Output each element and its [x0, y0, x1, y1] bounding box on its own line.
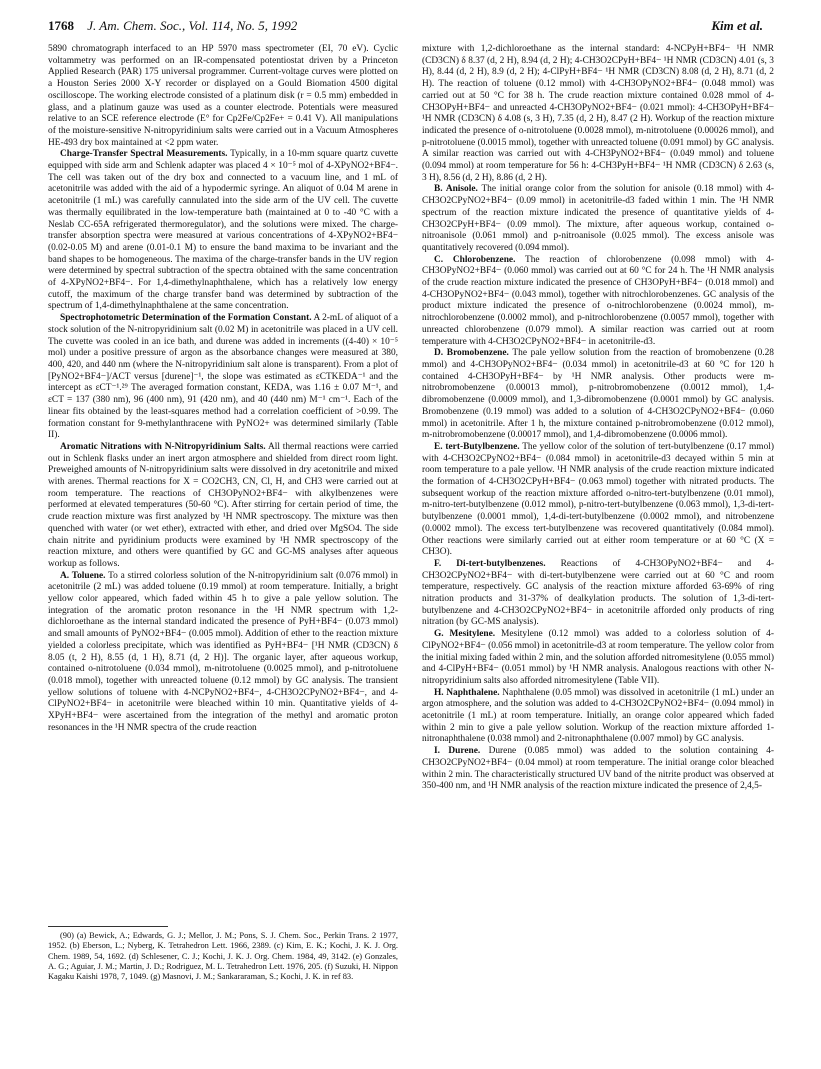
paragraph-text: The pale yellow solution from the reaction of bromobenzene (0.28 mmol) and 4-CH3OPyNO2+BF4− (0.034 mmol) in acetonitrile-d3 at 60 °C for 120 h contained 4-CH3OPyH+BF4− by ¹H NMR analysis. Other products were m-nitrobromobenzene (0.00013 mmol), p-nitrobromobenzene (0.0012 mmol), 1,4-dibromobenzene (0.0009 mmol), and 1,3-dibromobenzene (0.0001 mmol) by GC analysis. Bromobenzene (0.19 mmol) was added to a solution of 4-CH3O2CPyNO2+BF4− (0.060 mmol) in acetonitrile. After 1 h, the mixture contained p-nitrobromobenzene (0.012 mmol), m-nitrobromobenzene (0.00017 mmol), and 1,4-dibromobenzene (0.0006 mmol). — [422, 348, 774, 441]
right-column — [422, 44, 774, 793]
paragraph — [48, 442, 398, 571]
paragraph-text: All thermal reactions were carried out in Schlenk flasks under an inert argon atmosphere and shielded from direct room light. Preweighed amounts of N-nitropyridinium salts were dissolved in dry acetonitrile and mixed with arenes. Thermal reactions for X = CO2CH3, CN, Cl, H, and CH3 were carried out at room temperature. The reactions of CH3OPyNO2+BF4− with alkylbenzenes were performed at elevated temperatures (50-60 °C). After stirring for certain period of time, the crude reaction mixture was first analyzed by ¹H NMR spectroscopy. The mixture was then quenched with water (or wet ether), extracted with ether, and dried over MgSO4. The side chain nitrite and pyridinium products were examined by ¹H NMR spectroscopy of the reaction mixture, and others were quantified by GC and GC-MS analyses after aqueous workup as follows. — [48, 441, 399, 569]
paragraph-text: mixture with 1,2-dichloroethane as the internal standard: 4-NCPyH+BF4− ¹H NMR (CD3CN) δ 8.37 (d, 2 H), 8.94 (d, 2 H); 4-CH3O2CPyH+BF4− ¹H NMR (CD3CN) 4.01 (s, 3 H), 8.44 (d, 2 H), 8.9 (d, 2 H); 4-ClPyH+BF4− ¹H NMR (CD3CN) 8.08 (d, 2 H), 8.71 (d, 2 H). The reaction of toluene (0.12 mmol) with 4-CH3OPyNO2+BF4− (0.048 mmol) was carried out at 50 °C for 38 h. The crude reaction mixture contained 0.028 mmol of 4-CH3OPyH+BF4− and unreacted 4-CH3OPyNO2+BF4− (0.021 mmol): 4-CH3OPyH+BF4− ¹H NMR (CD3CN) δ 4.08 (s, 3 H), 7.35 (d, 2 H), 8.47 (2 H). Workup of the reaction mixture indicated the presence of o-nitrotoluene (0.0028 mmol), m-nitrotoluene (0.00026 mmol), and p-nitrotoluene (0.0015 mmol), together with unreacted toluene (0.091 mmol) by GC analysis. A similar reaction was carried out with 4-CH3PyNO2+BF4− (0.049 mmol) and toluene (0.094 mmol) at room temperature for 56 h: 4-CH3PyH+BF4− ¹H NMR (CD3CN) δ 2.63 (s, 3 H), 8.56 (d, 2 H), 8.86 (d, 2 H). — [422, 44, 774, 183]
page-number: 1768 — [48, 18, 74, 33]
section-heading: G. Mesitylene. — [434, 629, 496, 640]
section-heading: F. Di-tert-butylbenzenes. — [434, 558, 546, 569]
paragraph — [422, 629, 774, 688]
section-heading: A. Toluene. — [60, 570, 106, 581]
footnote-block — [48, 926, 398, 982]
paragraph — [422, 559, 774, 629]
paragraph-text: Reactions of 4-CH3OPyNO2+BF4− and 4-CH3O2CPyNO2+BF4− with di-tert-butylbenzene were carried out at 60 °C and room temperature, respectively. GC analysis of the reaction mixture afforded 63-69% of ring nitration products and 31-37% of dealkylation products. The solution of 1,3-di-tert-butylbenzene and 4-CH3O2CPyNO2+BF4− in acetonitrile afforded only products of ring nitration (by GC-MS analysis). — [422, 558, 775, 628]
section-heading: H. Naphthalene. — [434, 687, 500, 698]
paragraph-text: To a stirred colorless solution of the N-nitropyridinium salt (0.076 mmol) in acetonitrile (2 mL) was added toluene (0.19 mmol) at room temperature. Initially, a bright yellow color appeared, which faded within 45 h to give a pale yellow solution. The integration of the aromatic proton resonance in the ¹H NMR spectrum with 1,2-dichloroethane as the internal standard indicated the presence of PyH+BF4− (0.073 mmol) and small amounts of PyNO2+BF4− (0.005 mmol). Addition of ether to the reaction mixture yielded a colorless precipitate, which was identified as PyH+BF4− [¹H NMR (CD3CN) δ 8.05 (t, 2 H), 8.55 (d, 1 H), 8.71 (d, 2 H)]. The organic layer, after aqueous workup, contained o-nitrotoluene (0.034 mmol), m-nitrotoluene (0.0025 mmol), and p-nitrotoluene (0.018 mmol), together with unreacted toluene (0.12 mmol) by GC analysis. The transient yellow solutions of toluene with 4-NCPyNO2+BF4−, 4-CH3O2CPyNO2+BF4−, and 4-ClPyNO2+BF4− in acetonitrile were bleached within 10 min. Quantitative yields of 4-XPyH+BF4− were ascertained from the integration of the methyl and aromatic proton resonances in the ¹H NMR spectra of the crude reaction — [48, 570, 398, 733]
section-heading: B. Anisole. — [434, 184, 478, 195]
footnote-rule — [48, 926, 168, 927]
paragraph-text: The yellow color of the solution of tert-butylbenzene (0.17 mmol) with 4-CH3O2CPyNO2+BF4− (0.084 mmol) in acetonitrile-d3 decayed within 5 min at room temperature to a pale yellow. ¹H NMR analysis of the crude reaction mixture indicated the formation of 4-CH3O2CPyH+BF4− (0.063 mmol) together with nitrated products. The subsequent workup of the reaction mixture afforded o-nitro-tert-butylbenzene (0.01 mmol), m-nitro-tert-butylbenzene (0.012 mmol), p-nitro-tert-butylbenzene (0.063 mmol), 1,3-di-tert-butylbenzene (0.0001 mmol), 1,4-di-tert-butylbenzene (0.0002 mmol), and nitrobenzene (0.0002 mmol). The excess tert-butylbenzene was recovered quantitatively (0.084 mmol). Other reactions were similarly carried out at either room temperature or at 60 °C (X = CH3O). — [422, 441, 774, 558]
paragraph — [422, 184, 774, 254]
footnote-text: (90) (a) Bewick, A.; Edwards, G. J.; Mellor, J. M.; Pons, S. J. Chem. Soc., Perkin Trans. 2 1977, 1952. (b) Eberson, L.; Nyberg, K. Tetrahedron Lett. 1966, 2389. (c) Kim, E. K.; Kochi, J. K. J. Org. Chem. 1989, 54, 1692. (d) Schlesener, C. J.; Kochi, J. K. J. Org. Chem. 1984, 49, 3142. (e) Gonzales, A. G.; Aguiar, J. M.; Martin, J. D.; Rodriguez, M. L. Tetrahedron Lett. 1976, 205. (f) Suzuki, H. Nippon Kagaku Kaishi 1978, 7, 1049. (g) Masnovi, J. M.; Sankararaman, S.; Kochi, J. K. in ref 83. — [48, 931, 398, 982]
section-heading: Charge-Transfer Spectral Measurements. — [60, 149, 228, 160]
paragraph-text: The initial orange color from the solution for anisole (0.18 mmol) with 4-CH3O2CPyNO2+BF4− (0.09 mmol) in acetonitrile-d3 faded within 1 min. The ¹H NMR spectrum of the reaction mixture indicated the presence of quantitative yields of 4-CH3O2CPyH+BF4− (0.09 mmol). The mixture, after aqueous workup, contained o-nitroanisole (0.061 mmol) and p-nitroanisole (0.025 mmol). The excess anisole was quantitatively recovered (0.094 mmol). — [422, 184, 774, 253]
paragraph — [422, 255, 774, 349]
journal-citation: J. Am. Chem. Soc., Vol. 114, No. 5, 1992 — [87, 18, 298, 33]
paragraph-text: The reaction of chlorobenzene (0.098 mmol) with 4-CH3OPyNO2+BF4− (0.060 mmol) was carried out at 60 °C for 24 h. The ¹H NMR analysis of the crude reaction mixture indicated the presence of CH3OPyH+BF4− (0.018 mmol) and 4-CH3OPyNO2+BF4− (0.043 mmol), together with nitrochlorobenzenes. GC analysis of the product mixture indicated the presence of o-nitrochlorobenzene (0.0024 mmol), m-nitrochlorobenzene (0.0002 mmol), and p-nitrochlorobenzene (0.0057 mmol), together with unreacted chlorobenzene (0.079 mmol). A similar reaction was carried out at room temperature with 4-CH3O2CPyNO2+BF4− in acetonitrile-d3. — [422, 254, 774, 347]
paragraph-text: Naphthalene (0.05 mmol) was dissolved in acetonitrile (1 mL) under an argon atmosphere, and the solution was added to 4-CH3O2CPyNO2+BF4− (0.094 mmol) in acetonitrile (1 mL) at room temperature. Initially, an orange color appeared which faded within 2 min to give a pale yellow solution. Workup of the reaction mixture afforded 1-nitronaphthalene (0.038 mmol) and 2-nitronaphthalene (0.007 mmol) by GC analysis. — [422, 687, 775, 745]
paragraph — [422, 746, 774, 793]
paragraph-text: 5890 chromatograph interfaced to an HP 5970 mass spectrometer (EI, 70 eV). Cyclic voltammetry was performed on an IR-compensated potentiostat driven by a Princeton Applied Research (PAR) 175 universal programmer. Current-voltage curves were plotted on a Houston Series 2000 X-Y recorder or displayed on a Gould Biomation 4500 digital oscilloscope. The working electrode consisted of a platinum disk (r = 0.5 mm) embedded in glass, and a platinum gauze was used as a counter electrode. Potentials were measured relative to an SCE reference electrode (E° for Cp2Fe/Cp2Fe+ = 0.41 V). All manipulations of the moisture-sensitive N-nitropyridinium salts were carried out in a Vacuum Atmospheres HE-493 dry box maintained at <2 ppm water. — [48, 44, 398, 148]
paragraph — [48, 149, 398, 313]
paragraph — [422, 348, 774, 442]
section-heading: C. Chlorobenzene. — [434, 254, 516, 265]
paragraph — [48, 44, 398, 149]
author-running-head: Kim et al. — [711, 18, 763, 33]
section-heading: D. Bromobenzene. — [434, 348, 509, 359]
paragraph — [422, 442, 774, 559]
paragraph-text: Durene (0.085 mmol) was added to the solution containing 4-CH3O2CPyNO2+BF4− (0.04 mmol) at room temperature. The initial orange color bleached within 2 min. The characteristically structured UV band of the nitrite product was observed at 350-400 nm, and ¹H NMR analysis of the reaction mixture indicated the presence of 2,4,5- — [422, 746, 775, 792]
section-heading: Aromatic Nitrations with N-Nitropyridinium Salts. — [60, 441, 266, 452]
paragraph — [422, 44, 774, 184]
paragraph — [422, 688, 774, 747]
paragraph — [48, 313, 398, 442]
section-heading: I. Durene. — [434, 746, 481, 757]
section-heading: Spectrophotometric Determination of the Formation Constant. — [60, 313, 312, 324]
left-column — [48, 44, 398, 734]
paragraph — [48, 571, 398, 735]
section-heading: E. tert-Butylbenzene. — [434, 441, 520, 452]
paragraph-text: Typically, in a 10-mm square quartz cuvette equipped with side arm and Schlenk adapter was placed 4 × 10⁻⁵ mol of 4-XPyNO2+BF4−. The cell was taken out of the dry box and connected to a vacuum line, and 1 mL of acetonitrile was added with the aid of a hypodermic syringe. An aliquot of 0.04 M arene in acetonitrile (1 mL) was carefully cannulated into the side arm of the UV cell. The cuvette was thermally equilibrated in the low-temperature bath (maintained at 0 to -40 °C with a Neslab CC-65A refrigerated thermoregulator), and the solutions were mixed. The charge-transfer absorption spectra were measured at various concentrations of 4-XPyNO2+BF4− (0.02-0.05 M) and arene (0.01-0.1 M) to ensure the band maxima to be invariant and the band shapes to be homogeneous. The maxima of the charge-transfer bands in the UV region were determined by spectral subtraction of the spectra obtained with the same concentration of 4-XPyNO2+BF4−. For 1,4-dimethylnaphthalene, which has a relatively low energy cutoff, the maximum of the charge transfer band was determined by subtraction of the spectrum of 1,4-dimethylnaphthalene at the same concentration. — [48, 149, 398, 312]
paragraph-text: Mesitylene (0.12 mmol) was added to a colorless solution of 4-ClPyNO2+BF4− (0.056 mmol) in acetonitrile-d3 at room temperature. The yellow color from the initial mixing faded within 2 min, and the solution afforded nitromesitylene (0.055 mmol) and 4-ClPyH+BF4− (0.051 mmol) by ¹H NMR analysis. Analogous reactions with other N-nitropyridinium salts also afforded nitromesitylene (Table VII). — [422, 629, 774, 686]
running-header — [48, 18, 763, 40]
paragraph-text: A 2-mL of aliquot of a stock solution of the N-nitropyridinium salt (0.02 M) in acetonitrile was placed in a UV cell. The cuvette was cooled in an ice bath, and durene was added in increments ((4-40) × 10⁻⁵ mol) under a positive pressure of argon as the absorbance changes were measured at 380, 400, 420, and 440 nm (where the N-nitropyridinium salt alone is transparent). From a plot of [PyNO2+BF4−]/ACT versus [durene]⁻¹, the slope was estimated as εCTKEDA⁻¹ and the intercept as εCT⁻¹.²⁹ The averaged formation constant, KEDA, was 1.16 ± 0.07 M⁻¹, and εCT = 137 (380 nm), 96 (400 nm), 91 (420 nm), and 40 (440 nm) M⁻¹ cm⁻¹. Each of the linear fits obtained by the least-squares method had a correlation coefficient of >0.99. The formation constant for 9-methylanthracene with PyNO2+ was determined similarly (Table II). — [48, 313, 398, 441]
